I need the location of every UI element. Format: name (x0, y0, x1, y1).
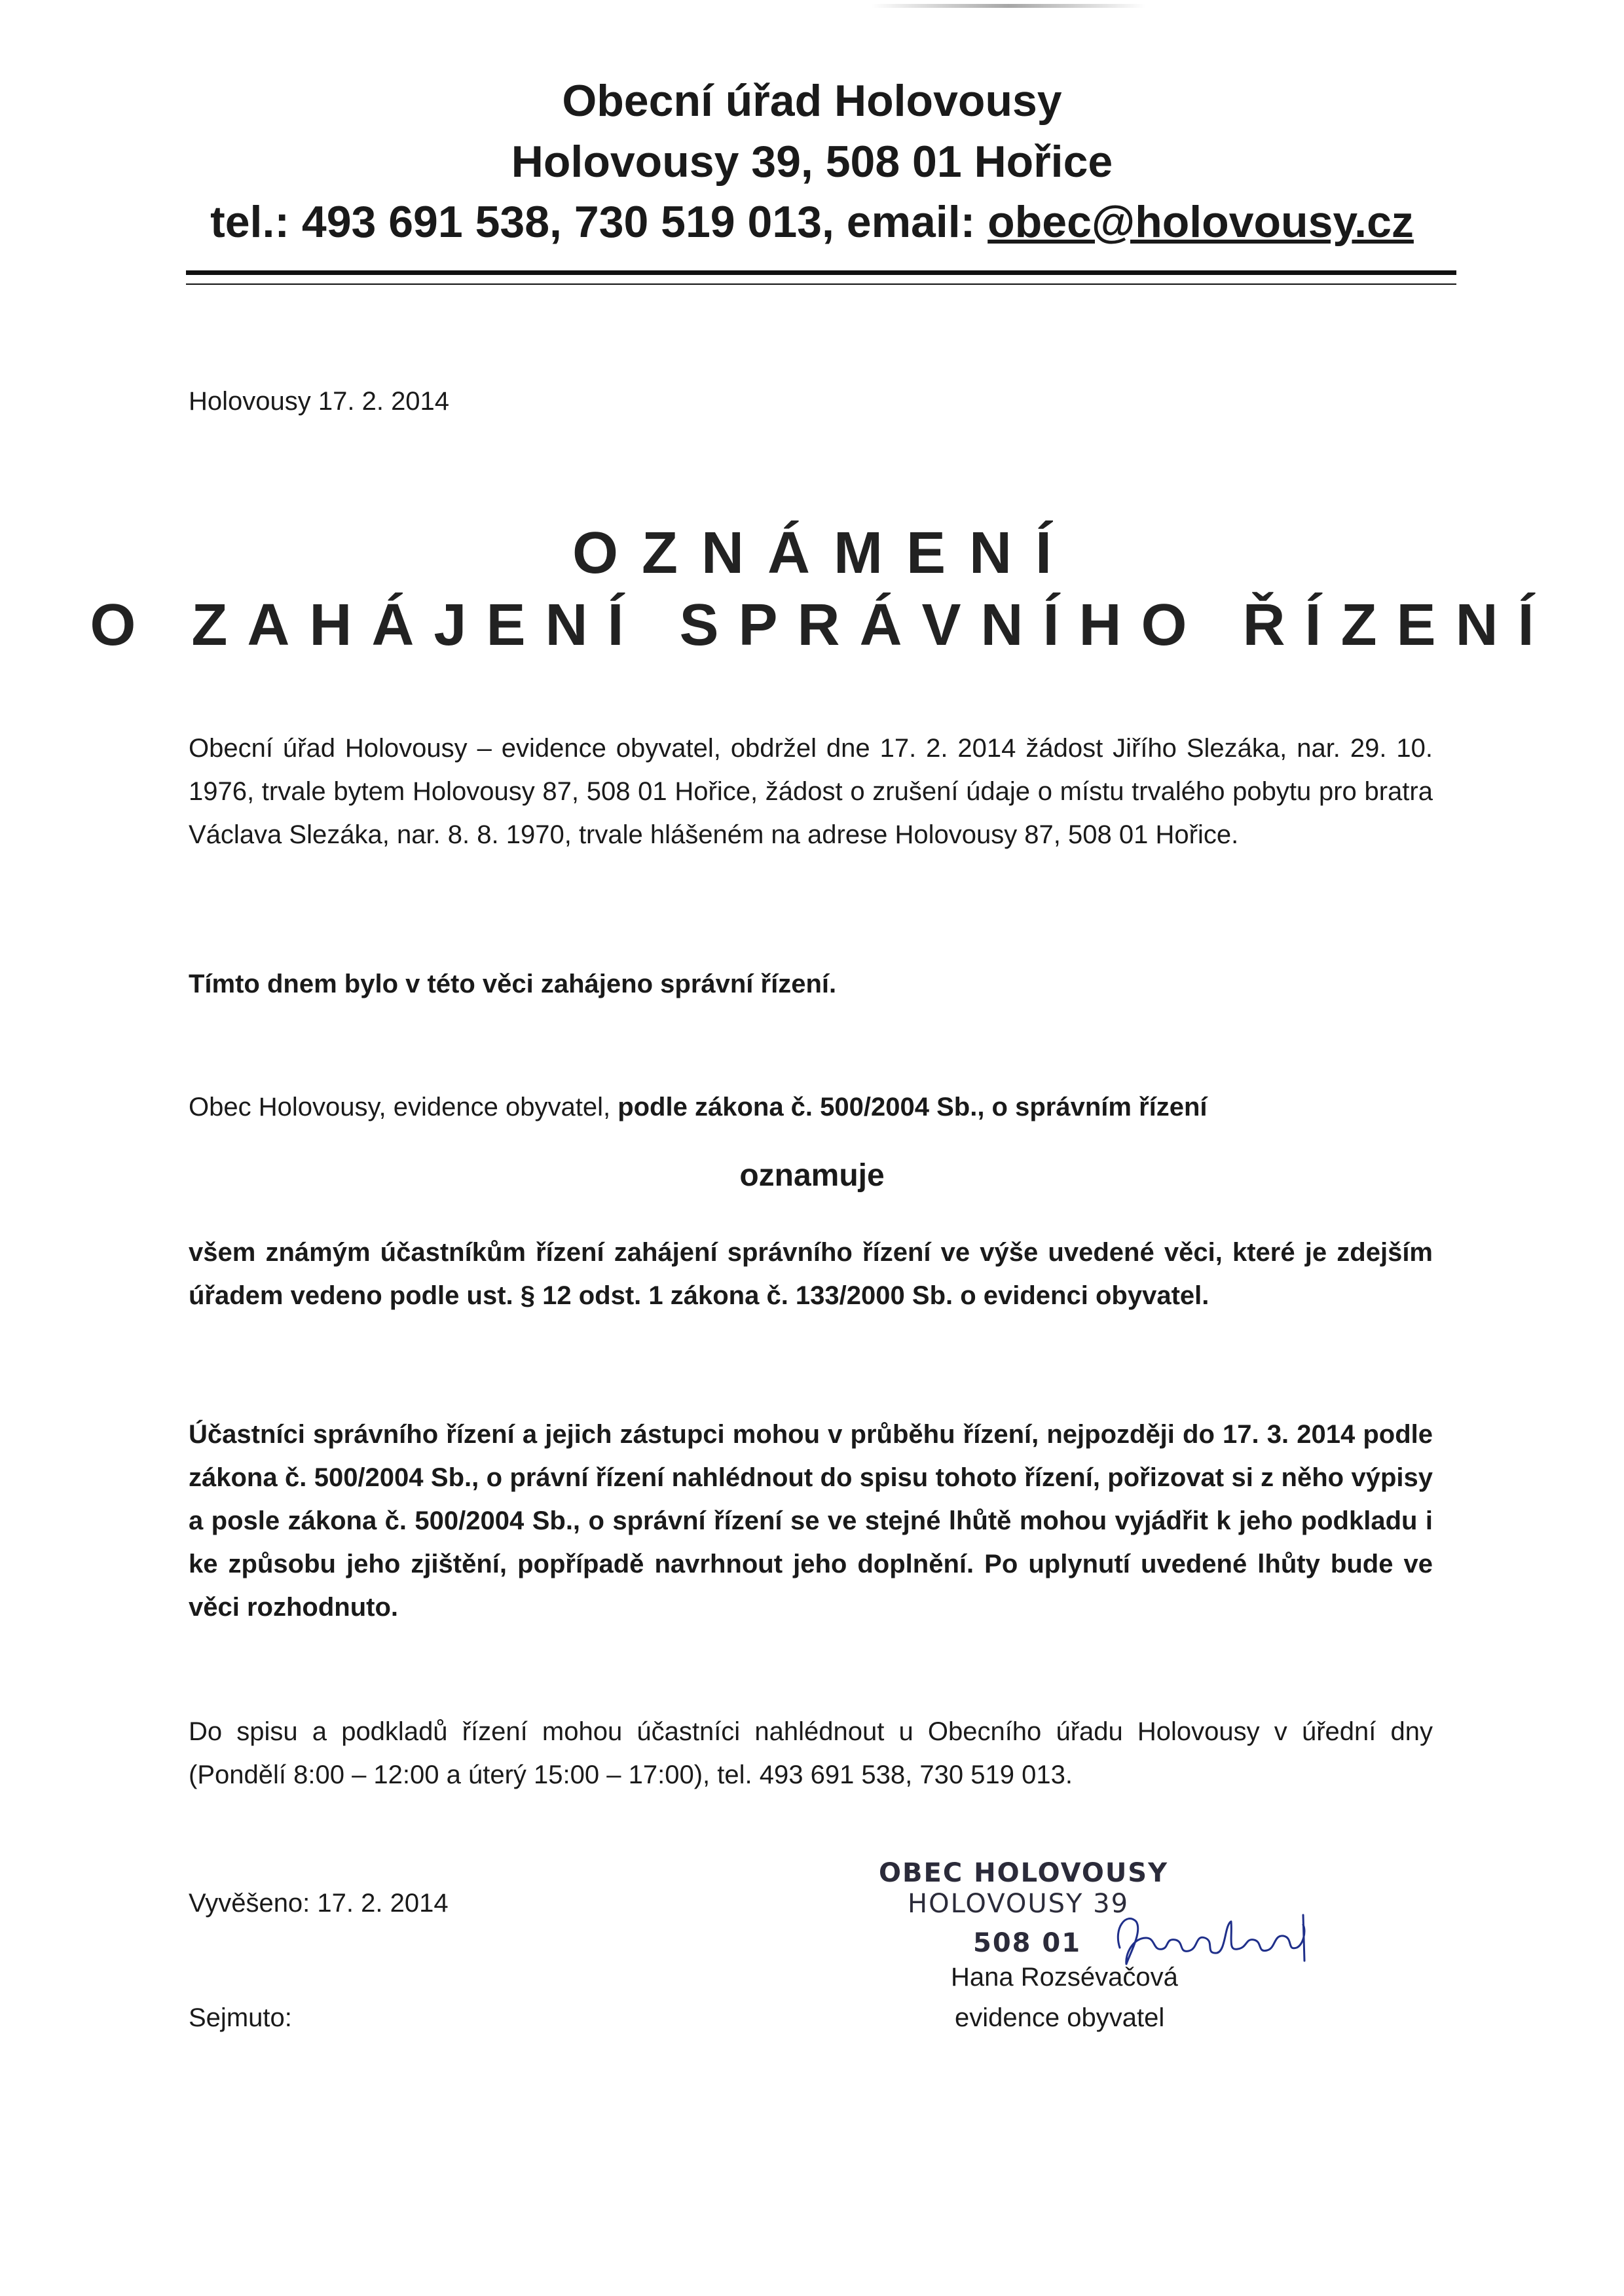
commenced-statement: Tímto dnem bylo v této věci zahájeno správní řízení. (189, 970, 837, 998)
stamp-line-3: 508 01 (973, 1928, 1082, 1958)
office-contact (0, 197, 1624, 247)
office-name: Obecní úřad Holovousy (562, 76, 1062, 126)
legal-basis-line (189, 1085, 1433, 1129)
rights-paragraph: Účastníci správního řízení a jejich zástupci mohou v průběhu řízení, nejpozději do 17. 3. 2014 podle zákona č. 500/2004 Sb., o právní řízení nahlédnout do spisu tohoto řízení, pořizovat si z něho výpisy a posle zákona č. 500/2004 Sb., o správní řízení se ve stejné lhůtě mohou vyjádřit k jeho podkladu i ke způsobu jeho zjištění, popřípadě navrhnout jeho doplnění. Po uplynutí uvedené lhůty bude ve věci rozhodnuto. (189, 1420, 1433, 1622)
participants-paragraph: všem známým účastníkům řízení zahájení správního řízení ve výše uvedené věci, které je zdejším úřadem vedeno podle ust. § 12 odst. 1 zákona č. 133/2000 Sb. o evidenci obyvatel. (189, 1238, 1433, 1310)
signer-name: Hana Rozsévačová (951, 1963, 1178, 1992)
document-subtitle: O ZAHÁJENÍ SPRÁVNÍHO ŘÍZENÍ (90, 592, 1554, 658)
signer-role: evidence obyvatel (955, 2003, 1165, 2032)
header-rule-thick (186, 270, 1456, 275)
stamp-line-1: OBEC HOLOVOUSY (879, 1858, 1169, 1888)
legal-basis-plain: Obec Holovousy, evidence obyvatel, (189, 1093, 618, 1121)
contact-phones: tel.: 493 691 538, 730 519 013, email: (210, 197, 988, 247)
document-date: Holovousy 17. 2. 2014 (189, 387, 450, 416)
scan-artifact (871, 4, 1146, 8)
document-title: OZNÁMENÍ (572, 520, 1075, 586)
announces-heading: oznamuje (739, 1158, 885, 1193)
legal-basis-bold: podle zákona č. 500/2004 Sb., o správním řízení (618, 1093, 1208, 1121)
header-rule-thin (186, 283, 1456, 285)
removed-date: Sejmuto: (189, 2003, 292, 2032)
stamp-line-2: HOLOVOUSY 39 (908, 1889, 1130, 1919)
intro-paragraph: Obecní úřad Holovousy – evidence obyvatel, obdržel dne 17. 2. 2014 žádost Jiřího Slezáka, nar. 29. 10. 1976, trvale bytem Holovousy 87, 508 01 Hořice, žádost o zrušení údaje o místu trvalého pobytu pro bratra Václava Slezáka, nar. 8. 8. 1970, trvale hlášeném na adrese Holovousy 87, 508 01 Hořice. (189, 734, 1433, 849)
posted-date: Vyvěšeno: 17. 2. 2014 (189, 1889, 449, 1918)
office-address: Holovousy 39, 508 01 Hořice (511, 137, 1113, 187)
inspection-paragraph: Do spisu a podkladů řízení mohou účastníci nahlédnout u Obecního úřadu Holovousy v úřední dny (Pondělí 8:00 – 12:00 a úterý 15:00 – 17:00), tel. 493 691 538, 730 519 013. (189, 1717, 1433, 1789)
contact-email-link[interactable]: obec@holovousy.cz (987, 197, 1414, 247)
